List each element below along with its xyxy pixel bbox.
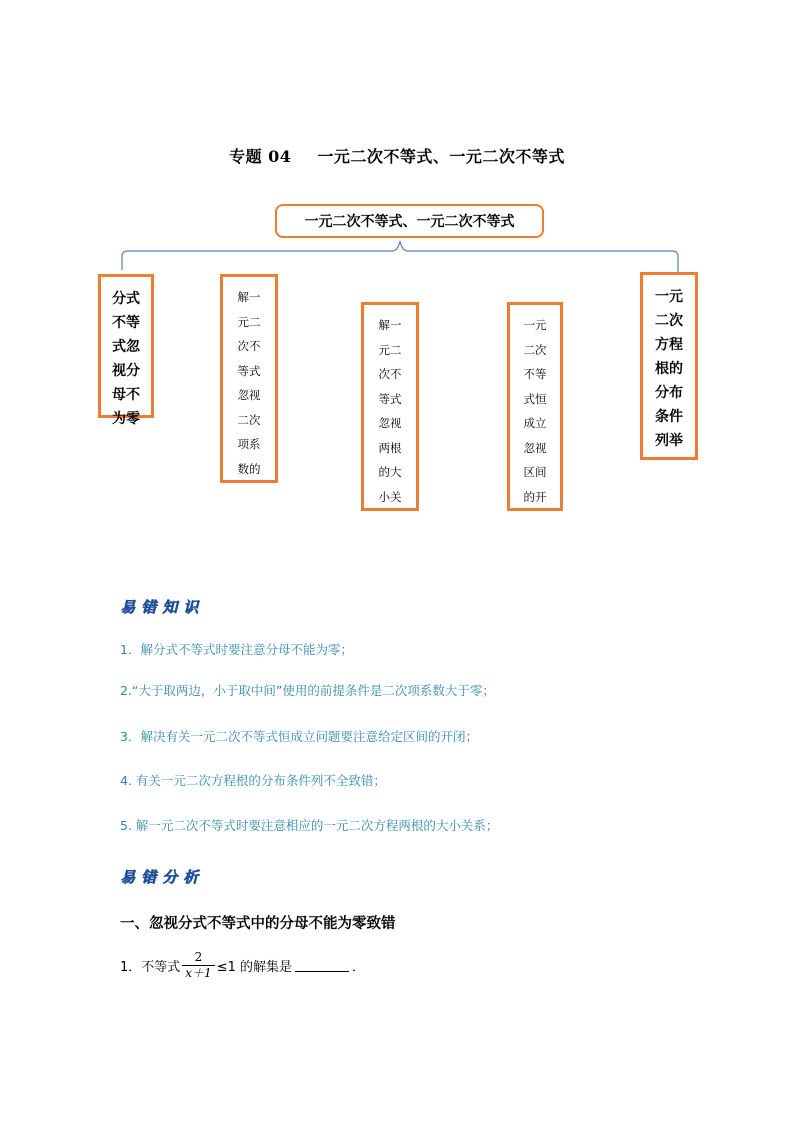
knowledge-item-2: 2.“大于取两边，小于取中间”使用的前提条件是二次项系数大于零； [120, 683, 495, 698]
fraction-numerator: 2 [194, 950, 203, 964]
answer-blank[interactable] [295, 959, 349, 972]
mindmap-root [275, 204, 544, 238]
question-1 [120, 950, 365, 981]
mindmap-connectors [0, 0, 794, 300]
question-1-relation: ≤1 的解集是 [216, 960, 292, 975]
analysis-heading: 易错分析 [120, 868, 205, 886]
mindmap-leaf-3 [361, 302, 419, 511]
mindmap-leaf-4-text: 一元 二次 不等 式恒 成立 忽视 区间 的开 [523, 318, 547, 504]
mindmap-leaf-2 [220, 274, 278, 483]
mindmap-leaf-4 [507, 302, 563, 511]
mindmap-root-label: 一元二次不等式、一元二次不等式 [304, 214, 515, 230]
mindmap-leaf-2-text: 解一 元二 次不 等式 忽视 二次 项系 数的 [237, 290, 261, 476]
fraction-denominator: x＋1 [182, 965, 214, 981]
mindmap-leaf-1-text: 分式 不等 式忽 视分 母不 为零 [112, 291, 140, 427]
title-label: 专题 04 [229, 147, 292, 166]
mindmap-leaf-1 [98, 274, 154, 427]
knowledge-heading: 易错知识 [120, 598, 205, 616]
fraction [182, 950, 214, 981]
knowledge-item-1: 1．解分式不等式时要注意分母不能为零； [120, 642, 353, 657]
mindmap-bracket [122, 241, 678, 276]
analysis-sub-heading: 一、忽视分式不等式中的分母不能为零致错 [120, 916, 396, 932]
mindmap-leaf-3-text: 解一 元二 次不 等式 忽视 两根 的大 小关 [378, 318, 402, 504]
question-1-prefix: 1．不等式 [120, 960, 181, 975]
knowledge-item-3: 3．解决有关一元二次不等式恒成立问题要注意给定区间的开闭； [120, 729, 478, 744]
question-1-suffix: ． [351, 960, 365, 975]
mindmap-leaf-5 [640, 272, 698, 460]
knowledge-item-4: 4. 有关一元二次方程根的分布条件列不全致错； [120, 773, 386, 788]
title-subtitle: 一元二次不等式、一元二次不等式 [317, 147, 565, 166]
knowledge-item-5: 5. 解一元二次不等式时要注意相应的一元二次方程两根的大小关系； [120, 818, 499, 833]
mindmap-leaf-5-text: 一元 二次 方程 根的 分布 条件 列举 [655, 289, 683, 449]
